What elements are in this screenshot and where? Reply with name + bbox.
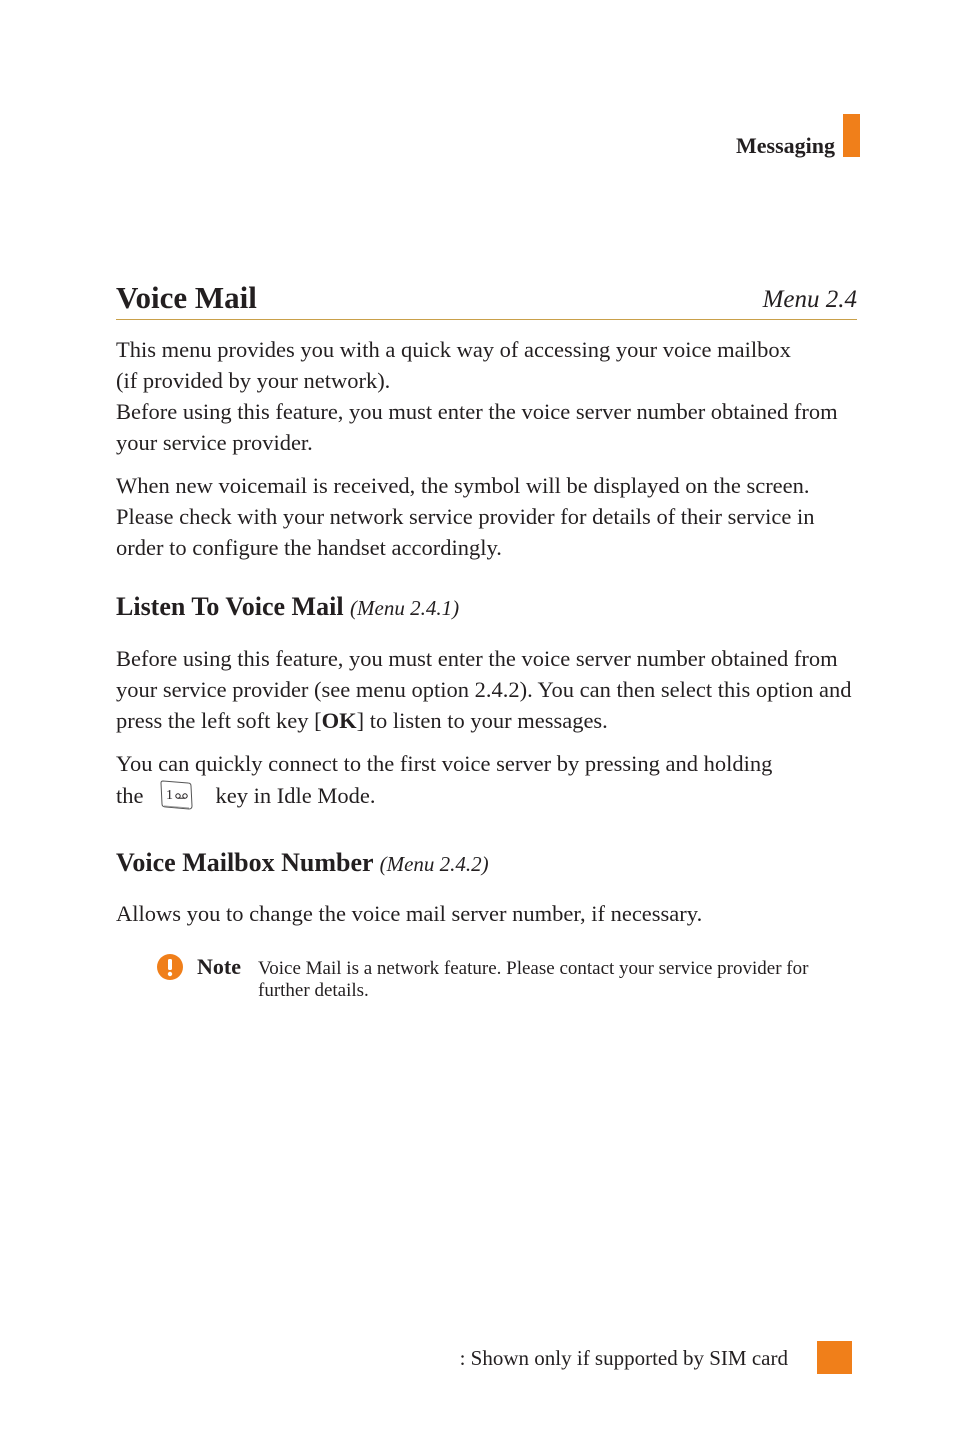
section-tab-marker xyxy=(843,114,860,157)
section-title: Messaging xyxy=(736,133,835,158)
listen-p2-line-1: You can quickly connect to the first voice server by pressing and holding xyxy=(116,751,773,776)
exclamation-circle-icon xyxy=(156,953,184,986)
note-text: Voice Mail is a network feature. Please contact your service provider for further details. xyxy=(258,958,809,1001)
menu-reference: Menu 2.4 xyxy=(762,286,857,313)
listen-paragraph-1 xyxy=(116,643,861,736)
page-marker-box xyxy=(817,1341,852,1374)
note-label: Note xyxy=(197,954,241,979)
mailbox-menu-reference: (Menu 2.4.2) xyxy=(379,852,489,876)
listen-heading xyxy=(116,590,861,625)
main-content xyxy=(116,334,861,929)
intro-paragraph-2: Before using this feature, you must enter the voice server number obtained from your service provider. xyxy=(116,399,838,455)
listen-paragraph-2 xyxy=(116,748,861,819)
ok-key-label: OK xyxy=(321,708,357,733)
listen-p1-before: Before using this feature, you must enter the voice server number obtained from your service provider (see menu option 2.4.2). You can then select this option and press the left soft key [ xyxy=(116,646,852,733)
listen-p2-the: the xyxy=(116,783,144,808)
key-digit: 1 xyxy=(165,788,173,803)
listen-p2-after: key in Idle Mode. xyxy=(215,783,376,808)
page-title: Voice Mail xyxy=(116,280,257,315)
intro-paragraph-1 xyxy=(116,334,861,396)
mailbox-paragraph: Allows you to change the voice mail server number, if necessary. xyxy=(116,901,703,926)
intro-paragraph-1-line-1: This menu provides you with a quick way of accessing your voice mailbox xyxy=(116,337,791,362)
intro-paragraph-1-line-2: (if provided by your network). xyxy=(116,368,391,393)
intro-paragraph-3: When new voicemail is received, the symbol will be displayed on the screen. Please check with your network service provider for details of their service in order to configure the handset accordingly. xyxy=(116,473,815,560)
listen-menu-reference: (Menu 2.4.1) xyxy=(350,596,460,620)
listen-heading-text: Listen To Voice Mail xyxy=(116,592,344,621)
footer-note: : Shown only if supported by SIM card xyxy=(459,1346,788,1370)
mailbox-heading xyxy=(116,846,861,881)
listen-p1-after: ] to listen to your messages. xyxy=(356,708,608,733)
mailbox-heading-text: Voice Mailbox Number xyxy=(116,848,374,877)
phone-key-1-voicemail-icon xyxy=(158,779,194,819)
title-row xyxy=(116,279,857,320)
